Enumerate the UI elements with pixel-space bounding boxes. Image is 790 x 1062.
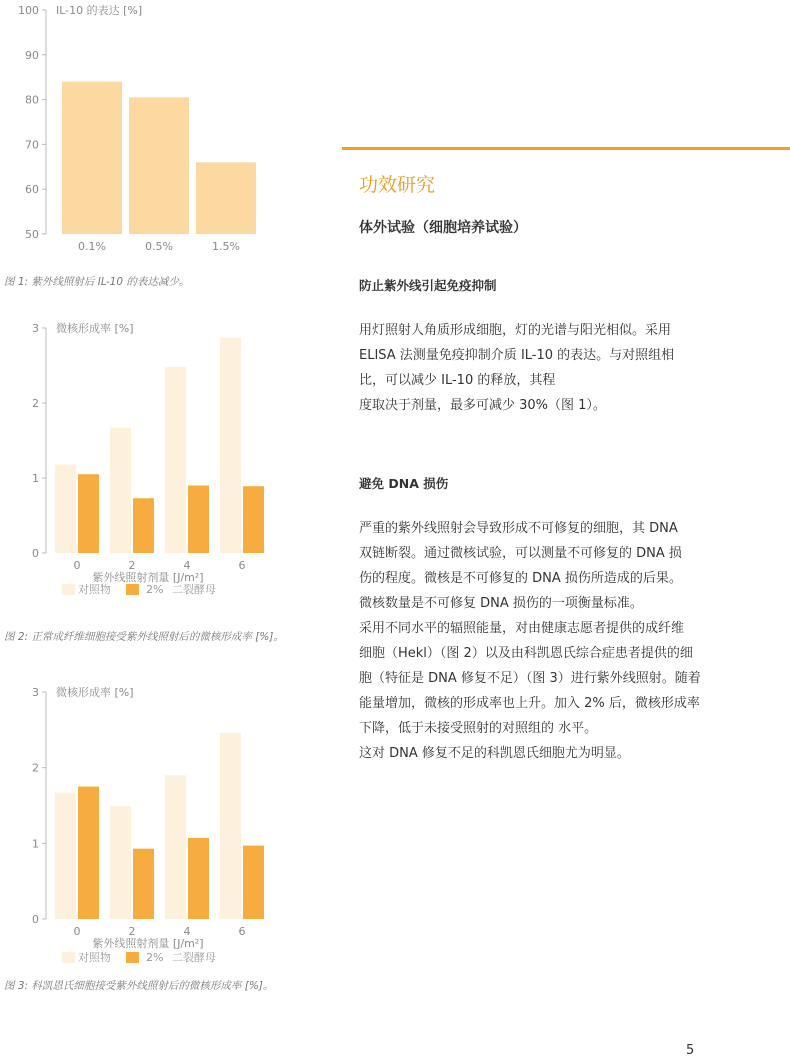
chart-il10-plot bbox=[0, 0, 330, 270]
chart-micronucleus-cockayne bbox=[0, 680, 330, 970]
y-tick-label: 2 bbox=[32, 397, 39, 410]
legend-label: 对照物 bbox=[78, 951, 111, 964]
bar bbox=[220, 338, 241, 553]
bar bbox=[188, 838, 209, 919]
legend-label: 二裂酵母 bbox=[172, 583, 216, 596]
bar bbox=[110, 428, 131, 553]
y-tick-label: 80 bbox=[25, 93, 39, 107]
figure-3-caption: 图 3: 科凯恩氏细胞接受紫外线照射后的微核形成率 [%]。 bbox=[4, 980, 274, 992]
y-tick-label: 3 bbox=[32, 322, 39, 335]
y-tick-label: 70 bbox=[25, 138, 39, 152]
x-tick-label: 6 bbox=[238, 925, 246, 938]
figure-2-caption: 图 2: 正常成纤维细胞接受紫外线照射后的微核形成率 [%]。 bbox=[4, 631, 284, 643]
y-tick-label: 1 bbox=[32, 837, 39, 851]
paragraph-line: 这对 DNA 修复不足的科凯恩氏细胞尤为明显。 bbox=[359, 746, 630, 761]
legend-label: 二裂酵母 bbox=[172, 951, 216, 964]
legend-swatch bbox=[62, 584, 75, 595]
section-divider bbox=[342, 147, 790, 150]
legend-swatch bbox=[126, 584, 139, 595]
legend-label: 2% bbox=[146, 951, 164, 964]
y-tick-label: 1 bbox=[32, 472, 39, 485]
bar bbox=[129, 97, 189, 234]
chart-il10 bbox=[0, 0, 330, 270]
bar bbox=[243, 486, 264, 553]
paragraph-line: 微核数量是不可修复 DNA 损伤的一项衡量标准。 bbox=[359, 596, 643, 611]
x-tick-label: 0.1% bbox=[78, 240, 106, 253]
paragraph-line: 细胞（Hekl）（图 2）以及由科凯恩氏综合症患者提供的细 bbox=[359, 646, 693, 661]
paragraph-dna-damage bbox=[359, 516, 779, 766]
chart-micronucleus-cockayne-plot bbox=[0, 680, 330, 970]
paragraph-line: 用灯照射人角质形成细胞，灯的光谱与阳光相似。采用 bbox=[359, 323, 672, 338]
legend-label: 2% bbox=[146, 583, 164, 596]
x-tick-label: 0 bbox=[73, 925, 81, 938]
bar bbox=[165, 367, 186, 553]
y-tick-label: 0 bbox=[32, 913, 39, 926]
section-title: 功效研究 bbox=[359, 174, 436, 196]
bar bbox=[196, 162, 256, 234]
x-tick-label: 4 bbox=[183, 925, 191, 938]
page-number: 5 bbox=[686, 1043, 695, 1058]
y-tick-label: 60 bbox=[25, 183, 39, 197]
legend-label: 对照物 bbox=[78, 583, 111, 596]
bar bbox=[62, 82, 122, 234]
x-axis-title: 紫外线照射剂量 [J/m²] bbox=[92, 937, 204, 950]
y-axis-title: 微核形成率 [%] bbox=[56, 686, 134, 699]
chart-micronucleus-normal bbox=[0, 312, 330, 612]
y-tick-label: 100 bbox=[18, 4, 39, 17]
bar bbox=[78, 474, 99, 553]
y-tick-label: 2 bbox=[32, 761, 39, 775]
heading-dna-damage: 避免 DNA 损伤 bbox=[359, 476, 449, 491]
x-tick-label: 6 bbox=[238, 559, 246, 572]
bar bbox=[188, 486, 209, 554]
y-tick-label: 0 bbox=[32, 547, 39, 560]
paragraph-line: 能量增加，微核的形成率也上升。加入 2% 后，微核形成率 bbox=[359, 696, 700, 711]
paragraph-line: 胞（特征是 DNA 修复不足）（图 3）进行紫外线照射。随着 bbox=[359, 671, 701, 686]
x-tick-label: 2 bbox=[128, 559, 136, 572]
bar bbox=[220, 733, 241, 919]
bar bbox=[110, 806, 131, 919]
bar bbox=[133, 849, 154, 919]
x-tick-label: 0.5% bbox=[145, 240, 173, 253]
x-tick-label: 0 bbox=[73, 559, 81, 572]
y-tick-label: 3 bbox=[32, 686, 39, 699]
y-axis-title: 微核形成率 [%] bbox=[56, 322, 134, 335]
bar bbox=[55, 793, 76, 919]
paragraph-line: 严重的紫外线照射会导致形成不可修复的细胞，其 DNA bbox=[359, 521, 678, 536]
y-tick-label: 90 bbox=[25, 48, 39, 62]
y-tick-label: 50 bbox=[25, 228, 39, 241]
paragraph-line: 伤的程度。微核是不可修复的 DNA 损伤所造成的后果。 bbox=[359, 571, 682, 586]
bar bbox=[133, 498, 154, 553]
sub-title: 体外试验（细胞培养试验） bbox=[359, 220, 527, 236]
paragraph-uv-immunosuppression bbox=[359, 318, 779, 418]
x-tick-label: 2 bbox=[128, 925, 136, 938]
legend-swatch bbox=[62, 952, 75, 963]
legend-swatch bbox=[126, 952, 139, 963]
heading-uv-immunosuppression: 防止紫外线引起免疫抑制 bbox=[359, 278, 497, 293]
y-axis-title: IL-10 的表达 [%] bbox=[56, 4, 143, 17]
paragraph-line: 下降，低于未接受照射的对照组的 水平。 bbox=[359, 721, 598, 736]
bar bbox=[243, 846, 264, 919]
x-tick-label: 1.5% bbox=[212, 240, 240, 253]
figure-1-caption: 图 1: 紫外线照射后 IL-10 的表达减少。 bbox=[4, 276, 190, 288]
paragraph-line: 度取决于剂量，最多可减少 30%（图 1）。 bbox=[359, 398, 606, 413]
paragraph-line: 采用不同水平的辐照能量，对由健康志愿者提供的成纤维 bbox=[359, 621, 685, 636]
paragraph-line: 比，可以减少 IL-10 的释放，其程 bbox=[359, 373, 556, 388]
bar bbox=[78, 787, 99, 919]
bar bbox=[165, 775, 186, 919]
paragraph-line: ELISA 法测量免疫抑制介质 IL-10 的表达。与对照组相 bbox=[359, 348, 675, 363]
paragraph-line: 双链断裂。通过微核试验，可以测量不可修复的 DNA 损 bbox=[359, 546, 682, 561]
bar bbox=[55, 465, 76, 554]
x-axis-title: 紫外线照射剂量 [J/m²] bbox=[92, 571, 204, 584]
chart-micronucleus-normal-plot bbox=[0, 312, 330, 612]
x-tick-label: 4 bbox=[183, 559, 191, 572]
